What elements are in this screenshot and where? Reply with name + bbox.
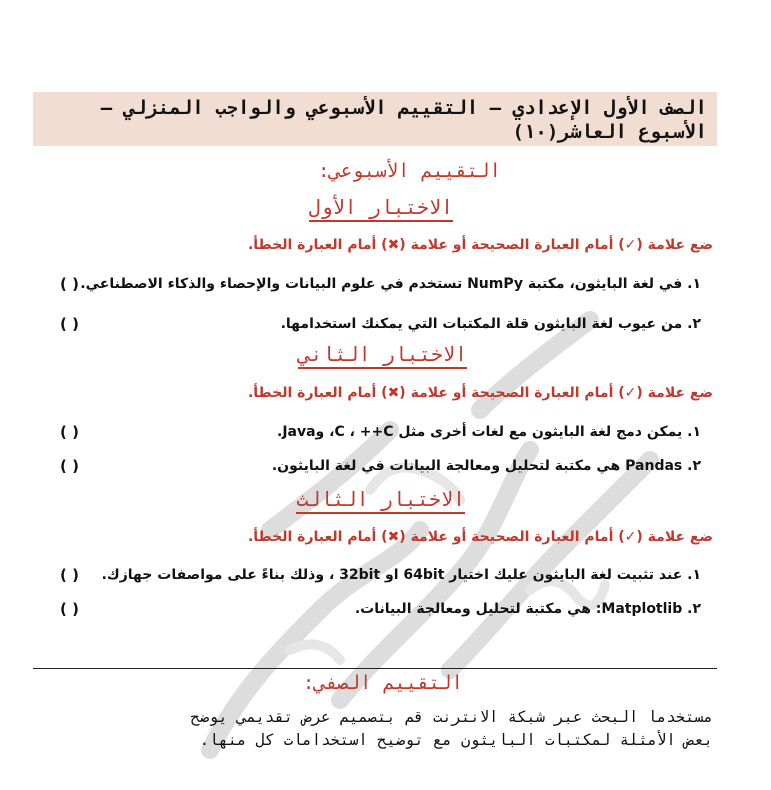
weekly-assessment-title: التقييم الأسبوعي: <box>317 160 501 182</box>
test-1-answer-2[interactable]: ( ) <box>60 315 79 333</box>
test-2-question-2: ٢. Pandas هي مكتبة لتحليل ومعالجة البيانات في لغة البايثون. <box>271 458 701 474</box>
test-3-instruction: ضع علامة (✓) أمام العبارة الصحيحة أو علامة (✖) أمام العبارة الخطأ. <box>247 529 713 545</box>
test-2-question-1: ١. يمكن دمج لغة البايثون مع لغات أخرى مثل C ، ++C، وJava. <box>276 424 701 440</box>
test-2-instruction: ضع علامة (✓) أمام العبارة الصحيحة أو علامة (✖) أمام العبارة الخطأ. <box>247 385 713 401</box>
class-task-line2: بعض الأمثلة لمكتبات البايثون مع توضيح استخدامات كل منها. <box>199 731 713 749</box>
section-divider <box>33 668 717 669</box>
test-1-instruction: ضع علامة (✓) أمام العبارة الصحيحة أو علامة (✖) أمام العبارة الخطأ. <box>247 237 713 253</box>
header-title-line1: الصف الأول الإعدادي – التقييم الأسبوعي والواجب المنزلي – <box>100 97 707 119</box>
class-assessment-title: التقييم الصفي: <box>302 672 463 694</box>
test-3-title: الاختبار الثالث <box>296 487 465 514</box>
test-1-question-1: ١. في لغة البايثون، مكتبة NumPy تستخدم في علوم البيانات والإحصاء والذكاء الاصطناعي. <box>80 276 701 292</box>
class-task-line1: مستخدما البحث عبر شبكة الانترنت قم بتصميم عرض تقديمي يوضح <box>190 708 713 726</box>
test-3-answer-1[interactable]: ( ) <box>60 566 79 584</box>
test-1-title: الاختبار الأول <box>309 195 454 222</box>
test-2-title: الاختبار الثاني <box>298 342 467 369</box>
header-banner <box>33 92 717 146</box>
test-1-answer-1[interactable]: ( ) <box>60 275 79 293</box>
test-3-answer-2[interactable]: ( ) <box>60 600 79 618</box>
test-3-question-1: ١. عند تثبيت لغة البايثون عليك اختيار 64bit او 32bit ، وذلك بناءً على مواصفات جهازك. <box>101 567 701 583</box>
test-2-answer-2[interactable]: ( ) <box>60 457 79 475</box>
test-1-question-2: ٢. من عيوب لغة البايثون قلة المكتبات التي يمكنك استخدامها. <box>280 316 701 332</box>
header-title-line2: الأسبوع العاشر(١٠) <box>512 121 707 143</box>
test-2-answer-1[interactable]: ( ) <box>60 423 79 441</box>
test-3-question-2: ٢. Matplotlib: هي مكتبة لتحليل ومعالجة البيانات. <box>354 601 701 617</box>
